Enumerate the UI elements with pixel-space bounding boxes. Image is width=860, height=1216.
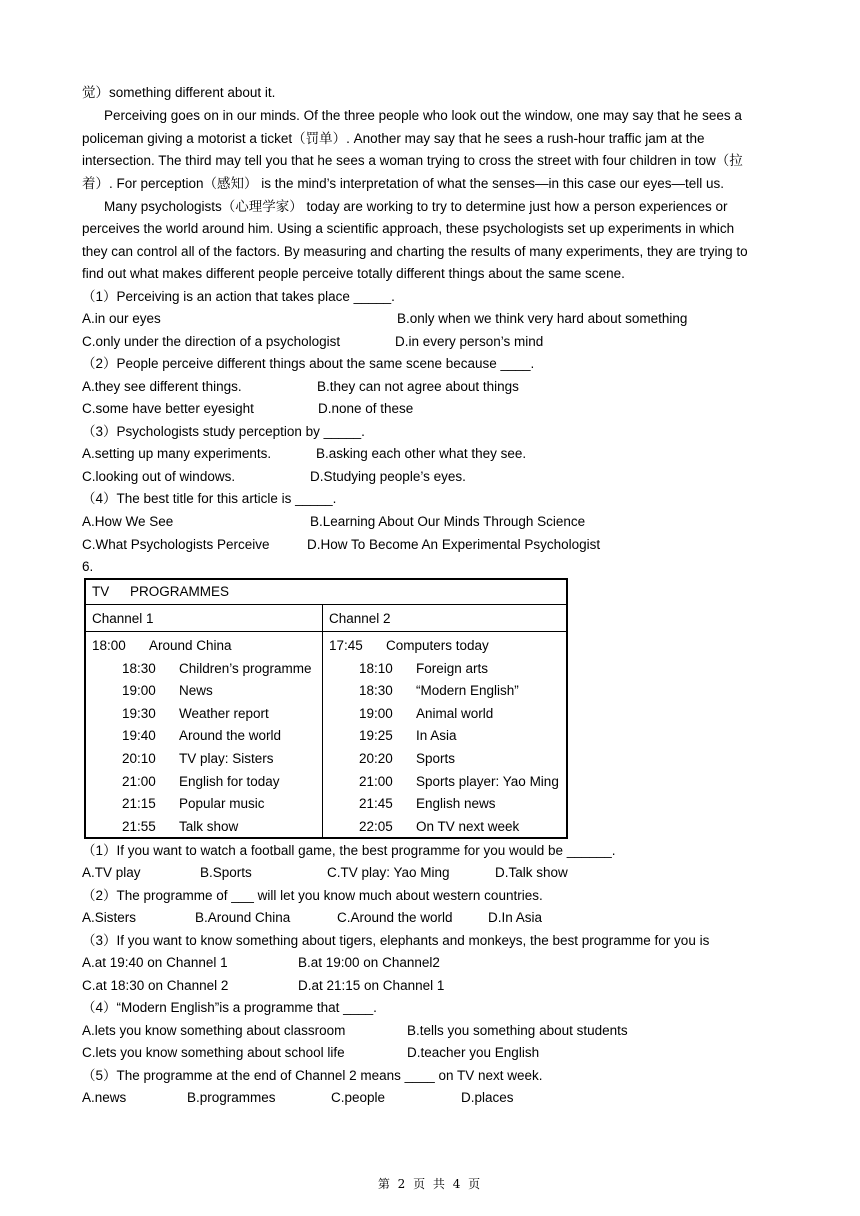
table-divider [86, 631, 566, 632]
channel1-time: 19:00 [122, 683, 156, 698]
channel2-programme: Computers today [386, 638, 489, 653]
option-d: D.Talk show [495, 865, 568, 880]
page-footer: 第 2 页 共 4 页 [377, 1177, 483, 1191]
passage-line: 觉）something different about it. [82, 85, 276, 100]
channel2-time: 22:05 [359, 819, 393, 834]
channel2-programme: Animal world [416, 706, 494, 721]
channel1-header: Channel 1 [92, 611, 154, 626]
channel1-time: 21:55 [122, 819, 156, 834]
channel2-programme: In Asia [416, 728, 457, 743]
option-d: D.How To Become An Experimental Psychologist [307, 537, 601, 552]
question-stem: （2）The programme of ___ will let you know much about western countries. [82, 888, 543, 903]
passage-line: Perceiving goes on in our minds. Of the three people who look out the window, one may say that he sees a [104, 108, 742, 123]
option-b: B.programmes [187, 1090, 276, 1105]
option-d: D.In Asia [488, 910, 543, 925]
channel1-programme: Around China [149, 638, 232, 653]
channel1-time: 20:10 [122, 751, 156, 766]
passage-line: find out what makes different people perceive totally different things about the same scene. [82, 266, 625, 281]
question-stem: （1）Perceiving is an action that takes place _____. [82, 289, 395, 304]
option-b: B.at 19:00 on Channel2 [298, 955, 440, 970]
channel2-programme: “Modern English” [416, 683, 519, 698]
channel2-time: 18:30 [359, 683, 393, 698]
channel2-programme: Foreign arts [416, 661, 489, 676]
passage-line: Many psychologists（心理学家） today are working to try to determine just how a person experiences or [104, 199, 728, 214]
channel2-programme: English news [416, 796, 496, 811]
channel1-programme: News [179, 683, 213, 698]
question-stem: （2）People perceive different things about the same scene because ____. [82, 356, 535, 371]
channel2-time: 18:10 [359, 661, 393, 676]
option-a: A.setting up many experiments. [82, 446, 272, 461]
option-b: B.Sports [200, 865, 252, 880]
table-divider [86, 604, 566, 605]
channel1-programme: Talk show [179, 819, 239, 834]
option-a: A.Sisters [82, 910, 137, 925]
question-stem: （3）Psychologists study perception by _____. [82, 424, 365, 439]
option-b: B.asking each other what they see. [316, 446, 527, 461]
option-d: D.teacher you English [407, 1045, 540, 1060]
channel1-programme: Children’s programme [179, 661, 312, 676]
passage-line: they can control all of the factors. By measuring and charting the results of many experiments, they are trying to [82, 244, 748, 259]
tv-programmes-table [84, 578, 568, 839]
option-d: D.at 21:15 on Channel 1 [298, 978, 445, 993]
option-c: C.looking out of windows. [82, 469, 236, 484]
question-stem: （4）The best title for this article is _____. [82, 491, 337, 506]
option-c: C.What Psychologists Perceive [82, 537, 270, 552]
option-b: B.tells you something about students [407, 1023, 628, 1038]
question-stem: （4）“Modern English”is a programme that ____. [82, 1000, 377, 1015]
option-c: C.lets you know something about school life [82, 1045, 345, 1060]
channel1-programme: Weather report [179, 706, 269, 721]
channel1-programme: TV play: Sisters [179, 751, 274, 766]
section-number: 6. [82, 559, 94, 574]
passage-line: 着）. For perception（感知） is the mind’s interpretation of what the senses—in this case our eyes—tell us. [82, 176, 725, 191]
option-a: A.they see different things. [82, 379, 242, 394]
channel2-programme: On TV next week [416, 819, 520, 834]
channel2-time: 21:45 [359, 796, 393, 811]
option-a: A.lets you know something about classroom [82, 1023, 346, 1038]
channel1-time: 21:15 [122, 796, 156, 811]
option-a: A.news [82, 1090, 127, 1105]
option-c: C.TV play: Yao Ming [327, 865, 450, 880]
column-divider [322, 605, 323, 837]
option-a: A.TV play [82, 865, 141, 880]
question-stem: （1）If you want to watch a football game, the best programme for you would be ______. [82, 843, 616, 858]
option-b: B.Learning About Our Minds Through Science [310, 514, 586, 529]
channel2-programme: Sports player: Yao Ming [416, 774, 559, 789]
channel1-programme: English for today [179, 774, 280, 789]
channel2-time: 19:25 [359, 728, 393, 743]
passage-line: perceives the world around him. Using a scientific approach, these psychologists set up experiments in which [82, 221, 735, 236]
channel2-time: 17:45 [329, 638, 363, 653]
passage-line: policeman giving a motorist a ticket（罚单）. Another may say that he sees a rush-hour traffic jam at the [82, 131, 705, 146]
option-c: C.people [331, 1090, 386, 1105]
table-title-programmes: PROGRAMMES [130, 584, 230, 599]
option-c: C.some have better eyesight [82, 401, 254, 416]
channel2-time: 19:00 [359, 706, 393, 721]
option-d: D.places [461, 1090, 514, 1105]
option-b: B.only when we think very hard about something [397, 311, 688, 326]
option-c: C.only under the direction of a psychologist [82, 334, 341, 349]
option-c: C.Around the world [337, 910, 453, 925]
channel1-time: 18:00 [92, 638, 126, 653]
channel1-time: 18:30 [122, 661, 156, 676]
question-stem: （3）If you want to know something about tigers, elephants and monkeys, the best programme for you is [82, 933, 710, 948]
table-title-tv: TV [92, 584, 110, 599]
channel2-time: 21:00 [359, 774, 393, 789]
option-a: A.How We See [82, 514, 174, 529]
passage-line: intersection. The third may tell you that he sees a woman trying to cross the street with four children in tow（拉 [82, 153, 743, 168]
channel1-time: 19:30 [122, 706, 156, 721]
option-d: D.Studying people’s eyes. [310, 469, 466, 484]
channel2-header: Channel 2 [329, 611, 391, 626]
channel2-programme: Sports [416, 751, 456, 766]
channel2-time: 20:20 [359, 751, 393, 766]
channel1-time: 21:00 [122, 774, 156, 789]
channel1-time: 19:40 [122, 728, 156, 743]
option-a: A.at 19:40 on Channel 1 [82, 955, 228, 970]
option-b: B.Around China [195, 910, 291, 925]
option-b: B.they can not agree about things [317, 379, 519, 394]
option-a: A.in our eyes [82, 311, 161, 326]
option-d: D.none of these [318, 401, 414, 416]
option-c: C.at 18:30 on Channel 2 [82, 978, 229, 993]
option-d: D.in every person’s mind [395, 334, 544, 349]
channel1-programme: Around the world [179, 728, 282, 743]
channel1-programme: Popular music [179, 796, 265, 811]
question-stem: （5）The programme at the end of Channel 2 means ____ on TV next week. [82, 1068, 543, 1083]
